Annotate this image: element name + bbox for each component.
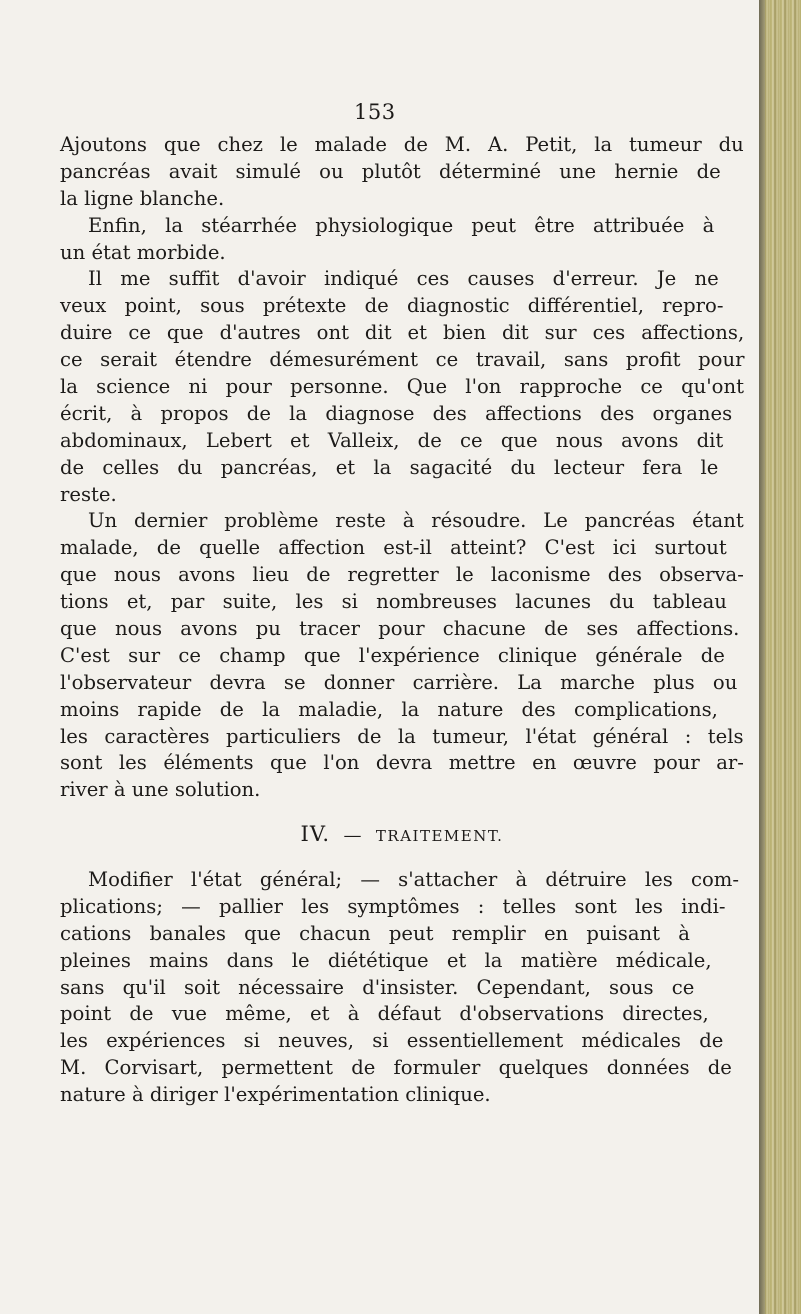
- text-line: reste.: [60, 482, 117, 506]
- text-block-treatment: [60, 867, 744, 1109]
- text-line: Il me suffit d'avoir indiqué ces causes d'erreur. Je ne: [88, 267, 719, 291]
- text-line: l'observateur devra se donner carrière. La marche plus ou: [60, 670, 738, 694]
- section-heading: [60, 822, 744, 846]
- text-line: de celles du pancréas, et la sagacité du lecteur fera le: [60, 455, 719, 479]
- text-line: duire ce que d'autres ont dit et bien dit sur ces affections,: [60, 321, 745, 345]
- page-number: 153: [354, 100, 396, 124]
- text-line: Un dernier problème reste à résoudre. Le pancréas étant: [88, 509, 744, 533]
- text-line: cations banales que chacun peut remplir en puisant à: [60, 921, 690, 945]
- section-number: IV.: [300, 822, 331, 846]
- text-line: veux point, sous prétexte de diagnostic différentiel, repro-: [60, 294, 724, 318]
- text-line: point de vue même, et à défaut d'observations directes,: [60, 1002, 709, 1026]
- text-line: Enfin, la stéarrhée physiologique peut être attribuée à: [88, 213, 715, 237]
- text-line: un état morbide.: [60, 240, 226, 264]
- text-line: les caractères particuliers de la tumeur, l'état général : tels: [60, 724, 744, 748]
- text-line: pancréas avait simulé ou plutôt déterminé une hernie de: [60, 159, 721, 183]
- text-line: sont les éléments que l'on devra mettre en œuvre pour ar-: [60, 751, 744, 775]
- text-line: que nous avons pu tracer pour chacune de ses affections.: [60, 617, 740, 641]
- text-line: écrit, à propos de la diagnose des affections des organes: [60, 401, 733, 425]
- text-line: la science ni pour personne. Que l'on rapproche ce qu'ont: [60, 375, 744, 399]
- text-line: river à une solution.: [60, 778, 261, 802]
- text-line: moins rapide de la maladie, la nature des complications,: [60, 697, 718, 721]
- text-line: nature à diriger l'expérimentation clinique.: [60, 1083, 491, 1107]
- text-line: plications; — pallier les symptômes : telles sont les indi-: [60, 894, 726, 918]
- text-line: les expériences si neuves, si essentiellement médicales de: [60, 1029, 724, 1053]
- text-line: que nous avons lieu de regretter le laconisme des observa-: [60, 563, 744, 587]
- text-line: M. Corvisart, permettent de formuler quelques données de: [60, 1056, 732, 1080]
- text-line: tions et, par suite, les si nombreuses lacunes du tableau: [60, 590, 727, 614]
- text-line: malade, de quelle affection est-il atteint? C'est ici surtout: [60, 536, 727, 560]
- text-line: abdominaux, Lebert et Valleix, de ce que nous avons dit: [60, 428, 724, 452]
- section-dash: —: [343, 825, 363, 846]
- text-line: sans qu'il soit nécessaire d'insister. Cependant, sous ce: [60, 975, 695, 999]
- text-line: la ligne blanche.: [60, 186, 225, 210]
- section-title: TRAITEMENT.: [375, 827, 504, 845]
- text-line: pleines mains dans le diététique et la matière médicale,: [60, 948, 712, 972]
- text-block-symptoms: [60, 132, 744, 804]
- text-line: Modifier l'état général; — s'attacher à détruire les com-: [88, 868, 739, 891]
- text-line: Ajoutons que chez le malade de M. A. Petit, la tumeur du: [60, 133, 744, 156]
- book-edge-decoration: [759, 0, 801, 1314]
- text-line: ce serait étendre démesurément ce travail, sans profit pour: [60, 348, 745, 372]
- text-line: C'est sur ce champ que l'expérience clinique générale de: [60, 643, 725, 667]
